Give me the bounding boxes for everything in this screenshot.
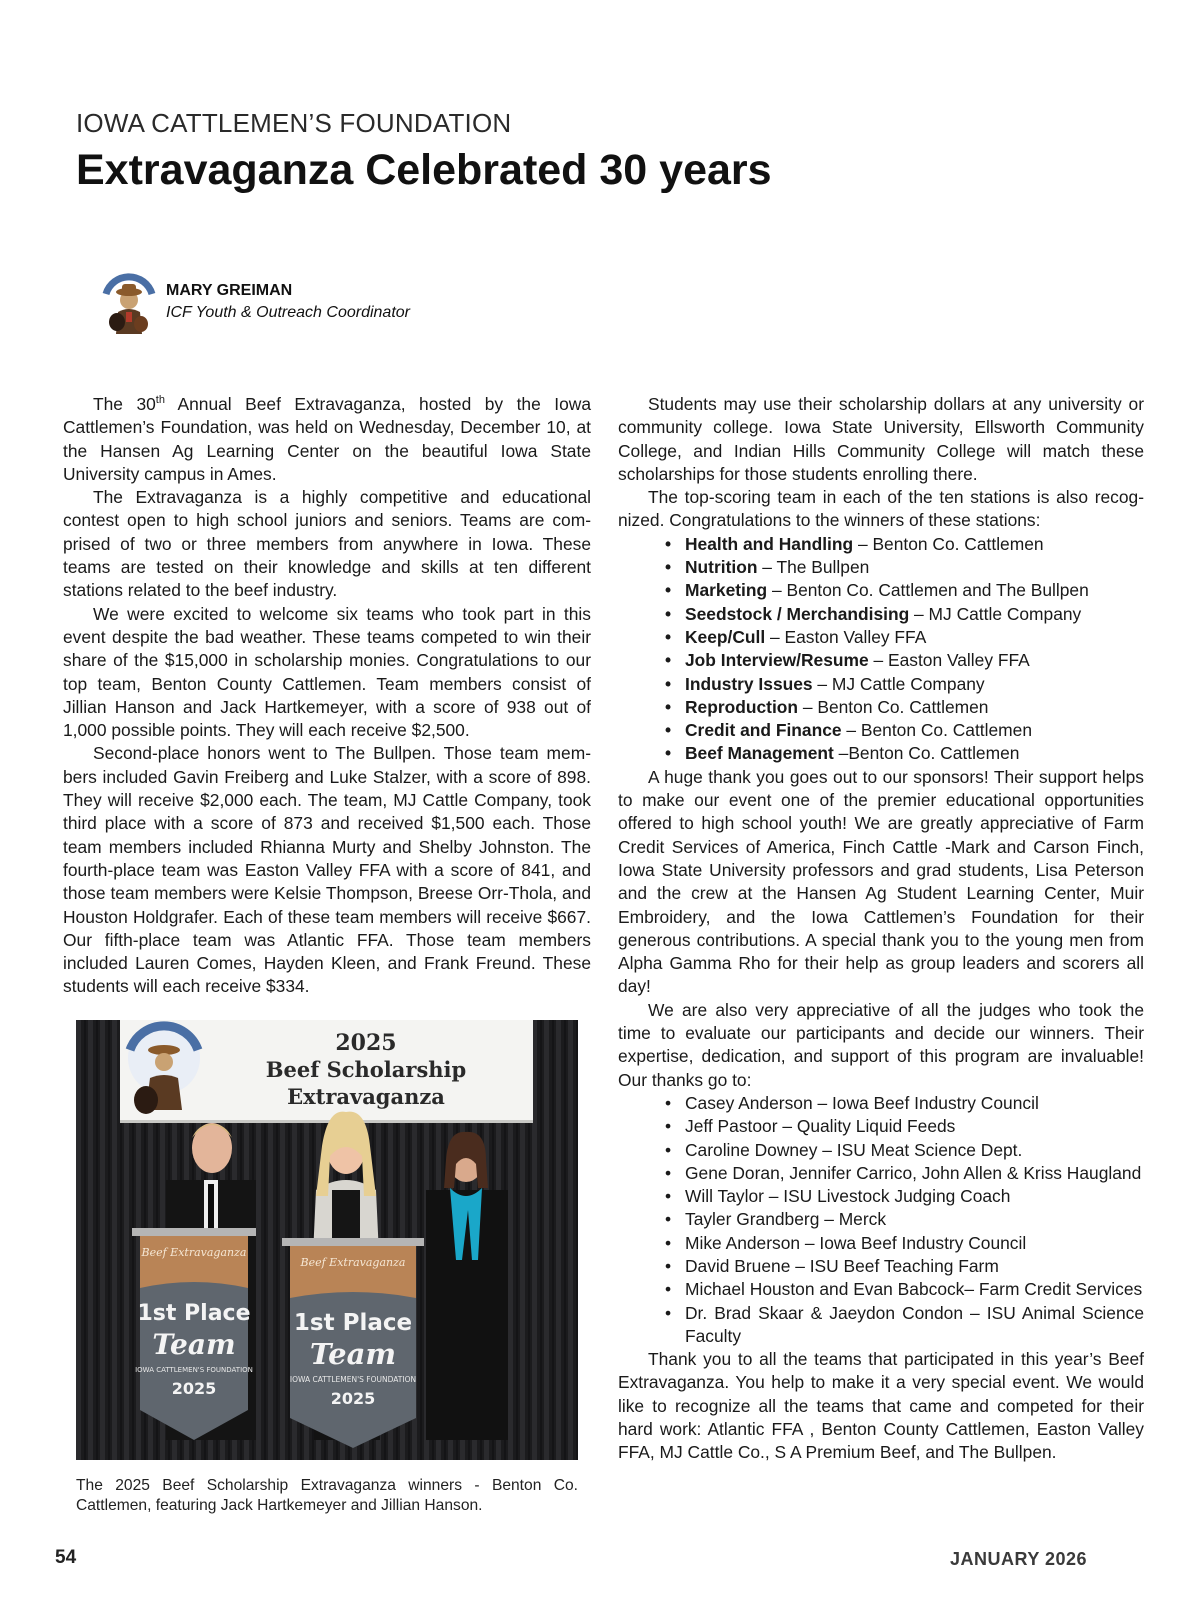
paragraph: Thank you to all the teams that participated in this year’s Beef Extravaganza. You help to make it a very special event. We would like to recognize all the teams that came and competed for their hard work: Atlantic FFA , Benton County Cattlemen, Easton Valley FFA, MJ Cattle Co., S A Premium Beef, and The Bullpen. (618, 1349, 1144, 1463)
bullet: • (665, 650, 672, 671)
pennant-org: IOWA CATTLEMEN'S FOUNDATION (135, 1366, 253, 1374)
pennant-year: 2025 (171, 1379, 217, 1398)
station-winner: – Benton Co. Cattlemen (841, 720, 1032, 741)
station-item (618, 742, 1144, 765)
bullet: • (665, 1232, 672, 1253)
bullet: • (665, 626, 672, 647)
issue-date: JANUARY 2026 (950, 1549, 1088, 1569)
banner-title: Beef Scholarship (265, 1057, 467, 1082)
author-name: MARY GREIMAN (166, 282, 293, 299)
station-winner: – Easton Valley FFA (765, 626, 927, 647)
paragraph: The Extravaganza is a highly competitive and educational contest open to high school juniors and seniors. Teams are comprised of two or three members from anywhere in Iowa. These teams are tested on their knowledge and skills at ten different stations related to the beef industry. (63, 487, 591, 601)
judge-text: Casey Anderson – Iowa Beef Industry Council (685, 1092, 1039, 1113)
station-name: Seedstock / Merchandising (685, 603, 910, 624)
bullet: • (665, 1092, 672, 1113)
pennant-left (132, 1228, 256, 1440)
bullet: • (665, 580, 672, 601)
bullet: • (665, 1116, 672, 1137)
station-item (618, 649, 1144, 672)
bullet: • (665, 557, 672, 578)
judge-text: Michael Houston and Evan Babcock– Farm Credit Services (685, 1279, 1143, 1300)
station-name: Industry Issues (685, 673, 813, 694)
station-name: Job Interview/Resume (685, 650, 869, 671)
pennant-team: Team (309, 1337, 397, 1371)
judge-text: Caroline Downey – ISU Meat Science Dept. (685, 1139, 1023, 1160)
cattlemen-care-logo (100, 272, 158, 334)
pennant-team: Team (152, 1328, 236, 1361)
photo-caption: The 2025 Beef Scholarship Extravaganza winners - Benton Co. Cattlemen, featuring Jack Hartkemeyer and Jillian Hanson. (76, 1477, 578, 1514)
station-name: Keep/Cull (685, 626, 766, 647)
judge-text: David Bruene – ISU Beef Teaching Farm (685, 1255, 999, 1276)
station-name: Marketing (685, 580, 768, 601)
station-winner: – MJ Cattle Company (812, 673, 985, 694)
paragraph: A huge thank you goes out to our sponsors! Their support helps to make our event one of the premier educational opportunities offered to high school youth! We are greatly appreciative of Farm Credit Services of America, Finch Cattle -Mark and Carson Finch, Iowa State University professors and grad students, Lisa Peterson and the crew at the Hansen Ag Student Learning Center, Muir Embroidery, and the Iowa Cattlemen’s Foundation for their generous contributions. A special thank you to the young men from Alpha Gamma Rho for their help as group leaders and scorers all day! (618, 766, 1144, 997)
station-winner: – Benton Co. Cattlemen (853, 533, 1044, 554)
author-role: ICF Youth & Outreach Coordinator (166, 304, 410, 321)
station-winner: – Benton Co. Cattlemen (798, 696, 989, 717)
bullet: • (665, 1162, 672, 1183)
judge-item (618, 1092, 1144, 1115)
bullet: • (665, 720, 672, 741)
paragraph: Students may use their scholarship dollars at any university or community college. Iowa State University, Ellsworth Community College, and Indian Hills Community College will match these scholarships for those students enrolling there. (618, 394, 1144, 484)
station-item (618, 626, 1144, 649)
station-item (618, 579, 1144, 602)
bullet: • (665, 673, 672, 694)
bullet: • (665, 743, 672, 764)
bullet: • (665, 696, 672, 717)
station-item (618, 603, 1144, 626)
paragraph: Second-place honors went to The Bullpen. Those team members included Gavin Freiberg and Luke Stalzer, with a score of 898. They will receive $2,000 each. The team, MJ Cattle Company, took third place with a score of 873 and received $1,500 each. Those team members included Rhianna Murty and Shelby Johnston. The fourth-place team was Easton Valley FFA with a score of 841, and those team members were Kelsie Thompson, Breese Orr-Thola, and Houston Holdgrafer. Each of these team members will receive $667. Our fifth-place team was Atlantic FFA. Those team members included Lauren Comes, Hayden Kleen, and Frank Freund. These students will each receive $334. (63, 743, 591, 997)
judge-text: Mike Anderson – Iowa Beef Industry Council (685, 1232, 1027, 1253)
pennant-top-text: Beef Extravaganza (141, 1246, 247, 1259)
banner-subtitle: Extravaganza (287, 1084, 445, 1109)
station-item (618, 719, 1144, 742)
station-name: Health and Handling (685, 533, 854, 554)
left-column (63, 393, 591, 999)
bullet: • (665, 1139, 672, 1160)
judge-item (618, 1278, 1144, 1301)
station-item (618, 673, 1144, 696)
station-winners-list (618, 533, 1144, 766)
station-name: Reproduction (685, 696, 799, 717)
judge-item (618, 1162, 1144, 1185)
judge-item (618, 1185, 1144, 1208)
station-winner: –Benton Co. Cattlemen (833, 743, 1020, 764)
station-winner: – The Bullpen (757, 557, 870, 578)
page-number: 54 (55, 1547, 77, 1568)
station-name: Beef Management (685, 743, 834, 764)
station-item (618, 533, 1144, 556)
pennant-org: IOWA CATTLEMEN'S FOUNDATION (289, 1375, 417, 1384)
judge-item (618, 1232, 1144, 1255)
judges-list (618, 1092, 1144, 1348)
judge-text: Tayler Grandberg – Merck (685, 1209, 887, 1230)
bullet: • (665, 1279, 672, 1300)
pennant-top-text: Beef Extravaganza (300, 1256, 406, 1269)
judge-text: Will Taylor – ISU Livestock Judging Coach (685, 1186, 1011, 1207)
bullet: • (665, 533, 672, 554)
station-winner: – Easton Valley FFA (868, 650, 1030, 671)
station-item (618, 556, 1144, 579)
banner-year: 2025 (335, 1030, 397, 1056)
judge-item (618, 1255, 1144, 1278)
station-winner: – Benton Co. Cattlemen and The Bullpen (767, 580, 1089, 601)
judge-item (618, 1115, 1144, 1138)
article-title: Extravaganza Celebrated 30 years (76, 146, 772, 194)
paragraph: We were excited to welcome six teams who took part in this event despite the bad weather. These teams competed to win their share of the $15,000 in scholarship monies. Congratulations to our top team, Benton County Cattlemen. Team members consist of Jillian Hanson and Jack Hartkemeyer, with a score of 938 out of 1,000 possible points. They will each receive $2,500. (63, 603, 591, 741)
bullet: • (665, 603, 672, 624)
station-winner: – MJ Cattle Company (909, 603, 1082, 624)
judge-text: Dr. Brad Skaar & Jaeydon Condon – ISU Animal Science Faculty (685, 1302, 1144, 1346)
judge-item (618, 1139, 1144, 1162)
station-item (618, 696, 1144, 719)
bullet: • (665, 1255, 672, 1276)
winners-photo (76, 1020, 578, 1460)
bullet: • (665, 1186, 672, 1207)
paragraph: We are also very appreciative of all the judges who took the time to evaluate our participants and decide our winners. Their expertise, dedication, and support of this program are invaluable! Our thanks go to: (618, 999, 1144, 1090)
byline (100, 272, 600, 334)
bullet: • (665, 1209, 672, 1230)
judge-item (618, 1302, 1144, 1349)
judge-item (618, 1208, 1144, 1231)
right-column (618, 393, 1144, 1465)
paragraph: The top-scoring team in each of the ten stations is also recognized. Congratulations to the winners of these stations: (618, 487, 1144, 531)
pennant-place: 1st Place (137, 1301, 251, 1326)
pennant-place: 1st Place (293, 1310, 413, 1336)
station-name: Credit and Finance (685, 720, 842, 741)
station-name: Nutrition (685, 557, 758, 578)
pennant-right (282, 1238, 424, 1448)
paragraph: The 30th Annual Beef Extravaganza, hosted by the Iowa Cattlemen’s Foundation, was held on Wednesday, December 10, at the Hansen Ag Learning Center on the beautiful Iowa State University campus in Ames. (63, 394, 591, 484)
judge-text: Gene Doran, Jennifer Carrico, John Allen & Kriss Haugland (685, 1162, 1142, 1183)
bullet: • (665, 1302, 672, 1323)
pennant-year: 2025 (330, 1389, 376, 1408)
section-kicker: IOWA CATTLEMEN’S FOUNDATION (76, 108, 512, 138)
judge-text: Jeff Pastoor – Quality Liquid Feeds (685, 1116, 956, 1137)
